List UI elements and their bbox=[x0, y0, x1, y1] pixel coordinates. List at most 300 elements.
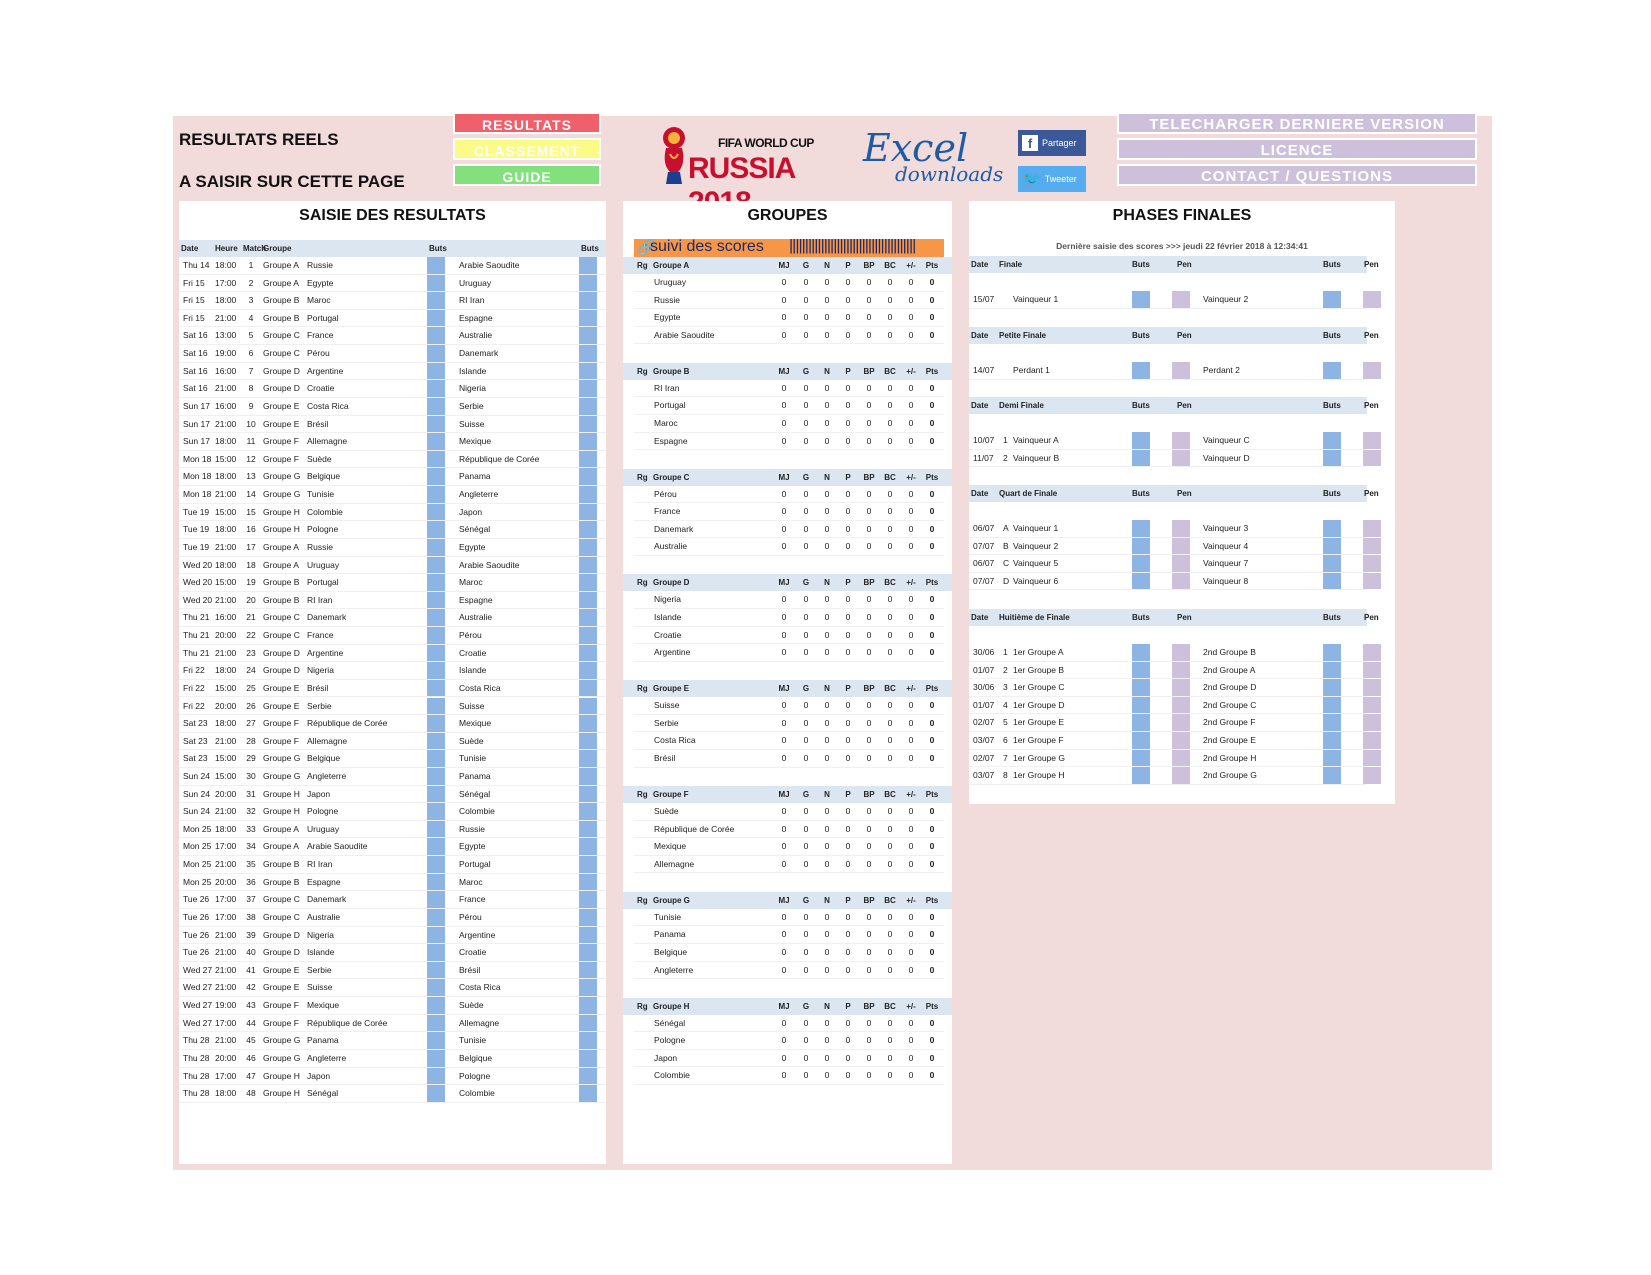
knockout-score-home-input[interactable] bbox=[1132, 291, 1150, 308]
knockout-pen-home-input[interactable] bbox=[1172, 450, 1190, 467]
knockout-pen-away-input[interactable] bbox=[1363, 520, 1381, 537]
score-home-input[interactable] bbox=[427, 680, 445, 697]
group-name: Groupe G bbox=[653, 895, 690, 905]
score-away-input[interactable] bbox=[579, 592, 597, 609]
knockout-score-home-input[interactable] bbox=[1132, 432, 1150, 449]
score-away-input[interactable] bbox=[579, 557, 597, 574]
knockout-score-away-input[interactable] bbox=[1323, 432, 1341, 449]
stat-value: 0 bbox=[887, 823, 893, 834]
knockout-score-away-input[interactable] bbox=[1323, 750, 1341, 767]
match-time: 19:00 bbox=[215, 1000, 237, 1011]
knockout-score-away-input[interactable] bbox=[1323, 362, 1341, 379]
score-home-input[interactable] bbox=[427, 909, 445, 926]
stat-value: 0 bbox=[781, 418, 787, 429]
knockout-score-home-input[interactable] bbox=[1132, 662, 1150, 679]
stat-col: +/- bbox=[906, 366, 916, 376]
knockout-row bbox=[969, 538, 1367, 556]
score-home-input[interactable] bbox=[427, 574, 445, 591]
score-home-input[interactable] bbox=[427, 468, 445, 485]
match-group: Groupe E bbox=[263, 964, 300, 975]
stat-value: 0 bbox=[781, 823, 787, 834]
nav-button-guide[interactable]: GUIDE bbox=[453, 164, 601, 186]
stat-col: +/- bbox=[906, 1001, 916, 1011]
score-away-input[interactable] bbox=[579, 380, 597, 397]
knockout-score-away-input[interactable] bbox=[1323, 555, 1341, 572]
score-home-input[interactable] bbox=[427, 486, 445, 503]
phase-name: Quart de Finale bbox=[999, 489, 1058, 498]
score-away-input[interactable] bbox=[579, 927, 597, 944]
score-home-input[interactable] bbox=[427, 416, 445, 433]
match-row bbox=[179, 557, 606, 575]
knockout-pen-home-input[interactable] bbox=[1172, 679, 1190, 696]
match-group: Groupe D bbox=[263, 947, 300, 958]
score-home-input[interactable] bbox=[427, 733, 445, 750]
knockout-pen-home-input[interactable] bbox=[1172, 432, 1190, 449]
score-away-input[interactable] bbox=[579, 486, 597, 503]
saisie-header bbox=[179, 240, 606, 257]
score-away-input[interactable] bbox=[579, 327, 597, 344]
knockout-pen-home-input[interactable] bbox=[1172, 767, 1190, 784]
stat-col: BP bbox=[863, 1001, 875, 1011]
stat-value: 0 bbox=[845, 418, 851, 429]
team-away: Uruguay bbox=[459, 277, 492, 288]
stat-value: 0 bbox=[803, 382, 809, 393]
score-away-input[interactable] bbox=[579, 310, 597, 327]
knockout-score-away-input[interactable] bbox=[1323, 520, 1341, 537]
stat-value: 0 bbox=[845, 858, 851, 869]
nav-button-classement[interactable]: CLASSEMENT bbox=[453, 138, 601, 160]
score-away-input[interactable] bbox=[579, 962, 597, 979]
phase-date-label: Date bbox=[971, 401, 989, 410]
match-date: Wed 27 bbox=[183, 1017, 213, 1028]
score-away-input[interactable] bbox=[579, 433, 597, 450]
stat-value: 0 bbox=[887, 594, 893, 605]
knockout-score-home-input[interactable] bbox=[1132, 679, 1150, 696]
knockout-score-away-input[interactable] bbox=[1323, 697, 1341, 714]
knockout-pen-home-input[interactable] bbox=[1172, 644, 1190, 661]
score-home-input[interactable] bbox=[427, 1050, 445, 1067]
score-home-input[interactable] bbox=[427, 874, 445, 891]
knockout-away: 2nd Groupe H bbox=[1203, 752, 1257, 763]
team-home: Argentine bbox=[307, 365, 344, 376]
score-away-input[interactable] bbox=[579, 539, 597, 556]
score-away-input[interactable] bbox=[579, 609, 597, 626]
match-row bbox=[179, 592, 606, 610]
match-group: Groupe E bbox=[263, 400, 300, 411]
stat-col: MJ bbox=[778, 261, 790, 270]
stat-value: 0 bbox=[824, 858, 830, 869]
score-home-input[interactable] bbox=[427, 592, 445, 609]
stat-value: 0 bbox=[908, 823, 914, 834]
knockout-pen-home-input[interactable] bbox=[1172, 291, 1190, 308]
team-home: Serbie bbox=[307, 964, 332, 975]
score-away-input[interactable] bbox=[579, 416, 597, 433]
stat-value: 0 bbox=[887, 418, 893, 429]
knockout-pen-away-input[interactable] bbox=[1363, 538, 1381, 555]
match-group: Groupe H bbox=[263, 788, 300, 799]
knockout-score-away-input[interactable] bbox=[1323, 767, 1341, 784]
knockout-score-home-input[interactable] bbox=[1132, 714, 1150, 731]
match-row bbox=[179, 874, 606, 892]
knockout-pen-away-input[interactable] bbox=[1363, 732, 1381, 749]
match-time: 18:00 bbox=[215, 559, 237, 570]
score-home-input[interactable] bbox=[427, 539, 445, 556]
standing-row bbox=[634, 292, 944, 310]
knockout-pen-home-input[interactable] bbox=[1172, 697, 1190, 714]
world-cup-logo-main: RUSSIA bbox=[688, 152, 795, 185]
stat-col: P bbox=[845, 895, 851, 905]
knockout-pen-home-input[interactable] bbox=[1172, 573, 1190, 590]
knockout-pen-away-input[interactable] bbox=[1363, 750, 1381, 767]
team-name: Angleterre bbox=[654, 964, 694, 975]
stat-col: +/- bbox=[906, 261, 916, 270]
knockout-row bbox=[969, 362, 1367, 380]
match-time: 16:00 bbox=[215, 612, 237, 623]
knockout-home: Perdant 1 bbox=[1013, 365, 1050, 375]
score-home-input[interactable] bbox=[427, 327, 445, 344]
score-away-input[interactable] bbox=[579, 257, 597, 274]
score-home-input[interactable] bbox=[427, 310, 445, 327]
stat-value: 0 bbox=[803, 294, 809, 305]
knockout-pen-home-input[interactable] bbox=[1172, 714, 1190, 731]
score-away-input[interactable] bbox=[579, 574, 597, 591]
score-away-input[interactable] bbox=[579, 733, 597, 750]
saisie-panel bbox=[179, 201, 606, 1164]
score-home-input[interactable] bbox=[427, 609, 445, 626]
knockout-score-home-input[interactable] bbox=[1132, 644, 1150, 661]
stat-col: MJ bbox=[778, 366, 790, 376]
knockout-score-home-input[interactable] bbox=[1132, 555, 1150, 572]
stat-col: G bbox=[802, 895, 810, 905]
knockout-score-home-input[interactable] bbox=[1132, 767, 1150, 784]
saisie-title: SAISIE DES RESULTATS bbox=[299, 207, 486, 224]
standing-row bbox=[634, 415, 944, 433]
score-home-input[interactable] bbox=[427, 380, 445, 397]
stat-value: 0 bbox=[929, 717, 935, 728]
score-home-input[interactable] bbox=[427, 451, 445, 468]
knockout-pen-home-input[interactable] bbox=[1172, 362, 1190, 379]
match-group: Groupe H bbox=[263, 524, 300, 535]
score-away-input[interactable] bbox=[579, 715, 597, 732]
score-home-input[interactable] bbox=[427, 715, 445, 732]
stat-value: 0 bbox=[845, 312, 851, 323]
knockout-pen-away-input[interactable] bbox=[1363, 362, 1381, 379]
standing-row bbox=[634, 274, 944, 292]
match-number: 21 bbox=[246, 612, 256, 623]
knockout-id: 2 bbox=[1003, 452, 1008, 463]
stat-col: BP bbox=[863, 472, 875, 482]
stat-value: 0 bbox=[803, 1017, 809, 1028]
score-home-input[interactable] bbox=[427, 927, 445, 944]
stat-value: 0 bbox=[845, 700, 851, 711]
standing-row bbox=[634, 909, 944, 927]
score-away-input[interactable] bbox=[579, 662, 597, 679]
stat-value: 0 bbox=[803, 841, 809, 852]
knockout-pen-away-input[interactable] bbox=[1363, 662, 1381, 679]
standing-row bbox=[634, 627, 944, 645]
facebook-share-button[interactable] bbox=[1018, 130, 1086, 156]
score-away-input[interactable] bbox=[579, 698, 597, 715]
stat-col: P bbox=[845, 261, 851, 270]
match-time: 18:00 bbox=[215, 524, 237, 535]
score-home-input[interactable] bbox=[427, 645, 445, 662]
team-home: Nigeria bbox=[307, 929, 334, 940]
stat-value: 0 bbox=[824, 629, 830, 640]
score-away-input[interactable] bbox=[579, 1068, 597, 1085]
stat-value: 0 bbox=[887, 700, 893, 711]
col-buts1: Buts bbox=[429, 244, 447, 253]
score-away-input[interactable] bbox=[579, 645, 597, 662]
knockout-pen-away-input[interactable] bbox=[1363, 767, 1381, 784]
team-home: France bbox=[307, 330, 334, 341]
stat-value: 0 bbox=[887, 647, 893, 658]
group-header bbox=[623, 786, 952, 803]
score-away-input[interactable] bbox=[579, 750, 597, 767]
match-row bbox=[179, 1015, 606, 1033]
score-away-input[interactable] bbox=[579, 398, 597, 415]
knockout-score-away-input[interactable] bbox=[1323, 573, 1341, 590]
knockout-away: Vainqueur 8 bbox=[1203, 575, 1249, 586]
score-home-input[interactable] bbox=[427, 856, 445, 873]
knockout-score-away-input[interactable] bbox=[1323, 538, 1341, 555]
excel-downloads-logo bbox=[861, 124, 1003, 190]
knockout-score-home-input[interactable] bbox=[1132, 732, 1150, 749]
score-away-input[interactable] bbox=[579, 1032, 597, 1049]
score-away-input[interactable] bbox=[579, 944, 597, 961]
score-home-input[interactable] bbox=[427, 345, 445, 362]
link-button-2[interactable]: LICENCE bbox=[1117, 138, 1477, 160]
score-home-input[interactable] bbox=[427, 821, 445, 838]
knockout-pen-away-input[interactable] bbox=[1363, 679, 1381, 696]
score-away-input[interactable] bbox=[579, 627, 597, 644]
knockout-pen-home-input[interactable] bbox=[1172, 732, 1190, 749]
downloads-logo-text: downloads bbox=[895, 162, 1004, 186]
stat-value: 0 bbox=[887, 1070, 893, 1081]
link-button-1[interactable]: TELECHARGER DERNIERE VERSION bbox=[1117, 112, 1477, 134]
match-date: Mon 18 bbox=[183, 489, 212, 500]
match-row bbox=[179, 962, 606, 980]
team-away: Islande bbox=[459, 665, 487, 676]
match-row bbox=[179, 1085, 606, 1103]
match-group: Groupe G bbox=[263, 471, 301, 482]
score-away-input[interactable] bbox=[579, 1015, 597, 1032]
match-row bbox=[179, 257, 606, 275]
score-away-input[interactable] bbox=[579, 451, 597, 468]
score-away-input[interactable] bbox=[579, 979, 597, 996]
last-saved-info: Dernière saisie des scores >>> jeudi 22 février 2018 à 12:34:41 bbox=[1056, 241, 1308, 251]
knockout-home: Vainqueur B bbox=[1013, 452, 1060, 463]
knockout-score-home-input[interactable] bbox=[1132, 697, 1150, 714]
knockout-score-away-input[interactable] bbox=[1323, 291, 1341, 308]
score-away-input[interactable] bbox=[579, 768, 597, 785]
score-home-input[interactable] bbox=[427, 521, 445, 538]
match-date: Sat 16 bbox=[183, 330, 208, 341]
score-home-input[interactable] bbox=[427, 504, 445, 521]
match-group: Groupe G bbox=[263, 489, 301, 500]
stat-value: 0 bbox=[908, 1017, 914, 1028]
match-group: Groupe B bbox=[263, 876, 300, 887]
score-home-input[interactable] bbox=[427, 627, 445, 644]
rank-label: Rg bbox=[637, 790, 648, 799]
knockout-pen-away-input[interactable] bbox=[1363, 697, 1381, 714]
knockout-score-home-input[interactable] bbox=[1132, 450, 1150, 467]
score-away-input[interactable] bbox=[579, 521, 597, 538]
knockout-score-away-input[interactable] bbox=[1323, 644, 1341, 661]
stat-col: BC bbox=[884, 1001, 896, 1011]
score-away-input[interactable] bbox=[579, 363, 597, 380]
knockout-pen-home-input[interactable] bbox=[1172, 538, 1190, 555]
score-away-input[interactable] bbox=[579, 1050, 597, 1067]
knockout-score-away-input[interactable] bbox=[1323, 732, 1341, 749]
stat-col: P bbox=[845, 366, 851, 376]
score-home-input[interactable] bbox=[427, 768, 445, 785]
match-date: Mon 25 bbox=[183, 876, 212, 887]
match-group: Groupe C bbox=[263, 911, 300, 922]
team-home: Allemagne bbox=[307, 735, 348, 746]
score-away-input[interactable] bbox=[579, 786, 597, 803]
knockout-score-away-input[interactable] bbox=[1323, 714, 1341, 731]
match-group: Groupe D bbox=[263, 647, 300, 658]
knockout-id: 1 bbox=[1003, 435, 1008, 445]
score-home-input[interactable] bbox=[427, 786, 445, 803]
score-home-input[interactable] bbox=[427, 1068, 445, 1085]
knockout-pen-away-input[interactable] bbox=[1363, 573, 1381, 590]
stat-col: G bbox=[802, 366, 810, 376]
score-away-input[interactable] bbox=[579, 909, 597, 926]
score-home-input[interactable] bbox=[427, 662, 445, 679]
score-away-input[interactable] bbox=[579, 803, 597, 820]
phases-title: PHASES FINALES bbox=[1112, 207, 1252, 224]
score-home-input[interactable] bbox=[427, 750, 445, 767]
score-home-input[interactable] bbox=[427, 979, 445, 996]
standing-row bbox=[634, 732, 944, 750]
tweet-button[interactable] bbox=[1018, 166, 1086, 192]
score-home-input[interactable] bbox=[427, 433, 445, 450]
score-away-input[interactable] bbox=[579, 468, 597, 485]
score-home-input[interactable] bbox=[427, 398, 445, 415]
stat-value: 0 bbox=[845, 382, 851, 393]
team-away: Pologne bbox=[459, 1070, 491, 1081]
match-time: 21:00 bbox=[215, 647, 237, 658]
match-row bbox=[179, 891, 606, 909]
knockout-score-away-input[interactable] bbox=[1323, 679, 1341, 696]
knockout-pen-away-input[interactable] bbox=[1363, 291, 1381, 308]
score-away-input[interactable] bbox=[579, 275, 597, 292]
knockout-pen-away-input[interactable] bbox=[1363, 432, 1381, 449]
knockout-row bbox=[969, 750, 1367, 768]
score-away-input[interactable] bbox=[579, 504, 597, 521]
score-home-input[interactable] bbox=[427, 1032, 445, 1049]
match-number: 42 bbox=[246, 982, 256, 993]
knockout-score-home-input[interactable] bbox=[1132, 750, 1150, 767]
match-time: 21:00 bbox=[215, 735, 237, 746]
knockout-score-home-input[interactable] bbox=[1132, 573, 1150, 590]
stat-value: 0 bbox=[908, 947, 914, 958]
score-home-input[interactable] bbox=[427, 257, 445, 274]
stat-value: 0 bbox=[781, 1035, 787, 1046]
team-away: Croatie bbox=[459, 947, 487, 958]
knockout-id: 3 bbox=[1003, 682, 1008, 693]
score-away-input[interactable] bbox=[579, 891, 597, 908]
score-away-input[interactable] bbox=[579, 874, 597, 891]
score-away-input[interactable] bbox=[579, 997, 597, 1014]
knockout-pen-away-input[interactable] bbox=[1363, 644, 1381, 661]
knockout-pen-home-input[interactable] bbox=[1172, 750, 1190, 767]
stat-value: 0 bbox=[781, 400, 787, 411]
stat-value: 0 bbox=[908, 964, 914, 975]
score-home-input[interactable] bbox=[427, 838, 445, 855]
score-away-input[interactable] bbox=[579, 345, 597, 362]
nav-button-resultats[interactable]: RESULTATS bbox=[453, 112, 601, 134]
link-button-3[interactable]: CONTACT / QUESTIONS bbox=[1117, 164, 1477, 186]
score-away-input[interactable] bbox=[579, 1085, 597, 1102]
score-home-input[interactable] bbox=[427, 363, 445, 380]
standing-row bbox=[634, 1015, 944, 1033]
knockout-score-home-input[interactable] bbox=[1132, 520, 1150, 537]
group-header bbox=[623, 363, 952, 380]
match-date: Wed 20 bbox=[183, 594, 213, 605]
match-time: 17:00 bbox=[215, 841, 237, 852]
knockout-pen-home-input[interactable] bbox=[1172, 555, 1190, 572]
score-home-input[interactable] bbox=[427, 557, 445, 574]
score-away-input[interactable] bbox=[579, 856, 597, 873]
buts-label: Buts bbox=[1323, 260, 1341, 269]
match-row bbox=[179, 680, 606, 698]
score-home-input[interactable] bbox=[427, 292, 445, 309]
score-home-input[interactable] bbox=[427, 944, 445, 961]
knockout-score-away-input[interactable] bbox=[1323, 450, 1341, 467]
match-number: 34 bbox=[246, 841, 256, 852]
score-home-input[interactable] bbox=[427, 891, 445, 908]
stat-value: 0 bbox=[908, 612, 914, 623]
knockout-home: 1er Groupe D bbox=[1013, 699, 1065, 710]
match-time: 21:00 bbox=[215, 947, 237, 958]
knockout-pen-away-input[interactable] bbox=[1363, 555, 1381, 572]
score-away-input[interactable] bbox=[579, 821, 597, 838]
score-away-input[interactable] bbox=[579, 680, 597, 697]
score-home-input[interactable] bbox=[427, 1085, 445, 1102]
team-name: Argentine bbox=[654, 647, 691, 658]
knockout-date: 01/07 bbox=[973, 699, 995, 710]
score-home-input[interactable] bbox=[427, 997, 445, 1014]
score-home-input[interactable] bbox=[427, 962, 445, 979]
knockout-pen-away-input[interactable] bbox=[1363, 714, 1381, 731]
knockout-score-away-input[interactable] bbox=[1323, 662, 1341, 679]
group-header bbox=[623, 574, 952, 591]
knockout-score-home-input[interactable] bbox=[1132, 362, 1150, 379]
team-away: Egypte bbox=[459, 841, 486, 852]
score-away-input[interactable] bbox=[579, 292, 597, 309]
standing-row bbox=[634, 750, 944, 768]
knockout-pen-home-input[interactable] bbox=[1172, 662, 1190, 679]
knockout-score-home-input[interactable] bbox=[1132, 538, 1150, 555]
match-group: Groupe A bbox=[263, 277, 299, 288]
team-name: Pologne bbox=[654, 1035, 686, 1046]
knockout-pen-home-input[interactable] bbox=[1172, 520, 1190, 537]
group-name: Groupe F bbox=[653, 790, 689, 799]
stat-value: 0 bbox=[824, 700, 830, 711]
suivi-scores-banner[interactable] bbox=[634, 239, 944, 257]
score-home-input[interactable] bbox=[427, 803, 445, 820]
match-number: 28 bbox=[246, 735, 256, 746]
knockout-pen-away-input[interactable] bbox=[1363, 450, 1381, 467]
score-home-input[interactable] bbox=[427, 275, 445, 292]
standing-row bbox=[634, 380, 944, 398]
stat-value: 0 bbox=[887, 806, 893, 816]
score-home-input[interactable] bbox=[427, 1015, 445, 1032]
score-away-input[interactable] bbox=[579, 838, 597, 855]
score-home-input[interactable] bbox=[427, 698, 445, 715]
